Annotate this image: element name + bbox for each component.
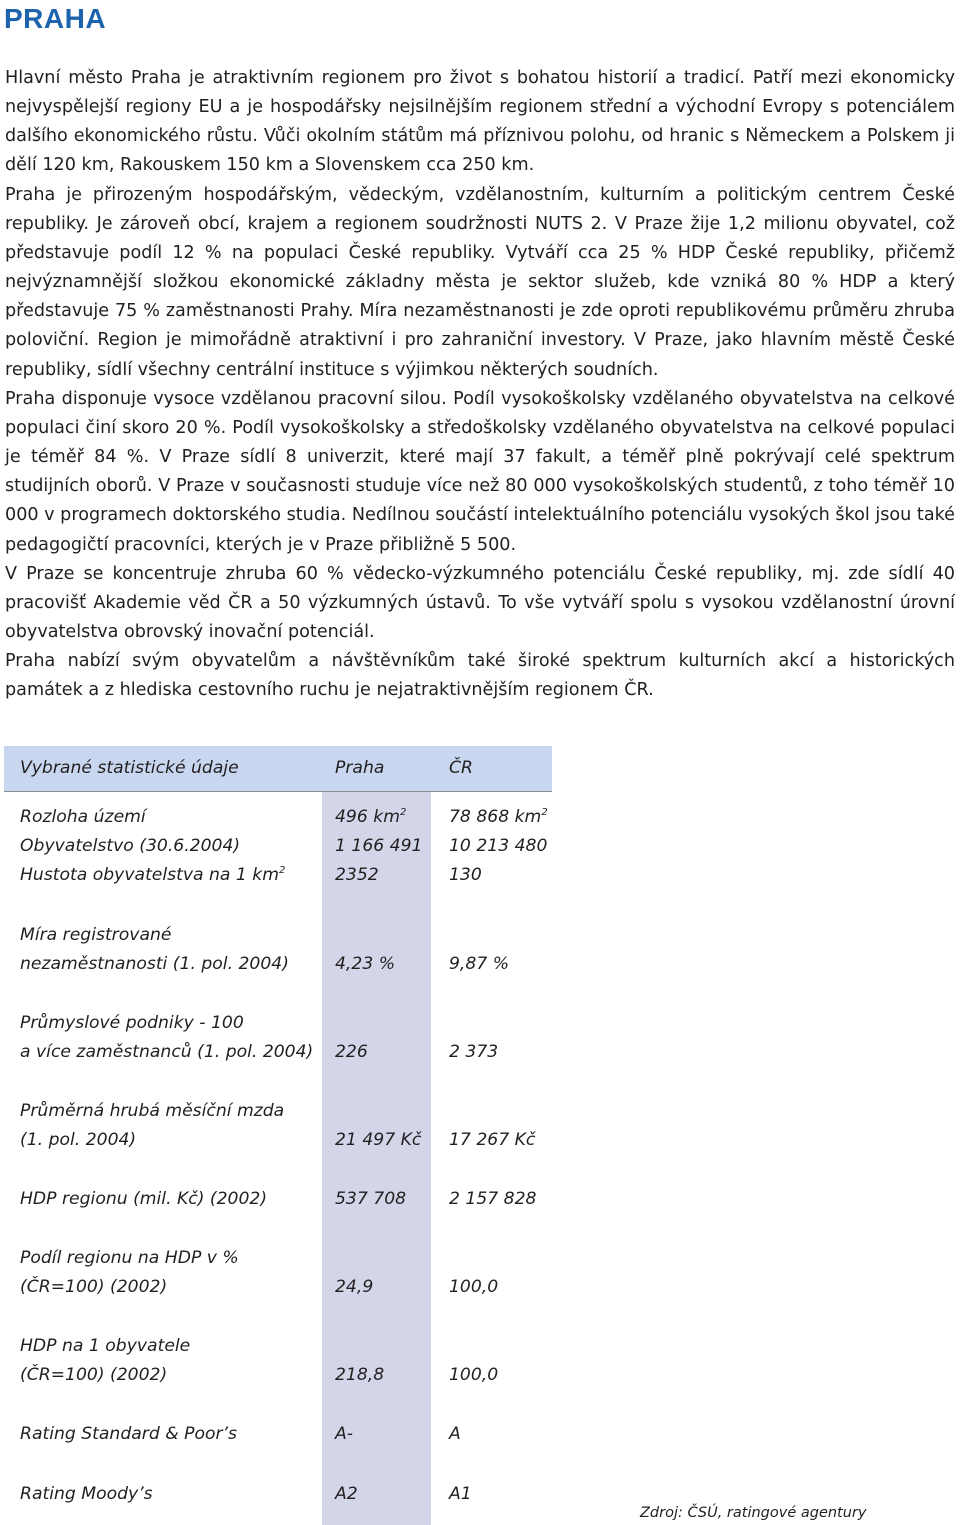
- value-praha-unemployment: 4,23 %: [335, 954, 396, 974]
- value-praha-industry: 226: [335, 1042, 368, 1062]
- value-cr-wage: 17 267 Kč: [449, 1130, 536, 1150]
- row-label-unemployment-line1: Míra registrované: [20, 925, 172, 945]
- source-note: Zdroj: ČSÚ, ratingové agentury: [640, 1505, 867, 1521]
- row-label-gdp-share-line2: (ČR=100) (2002): [20, 1277, 168, 1297]
- row-label-population: Obyvatelstvo (30.6.2004): [20, 836, 241, 856]
- value-cr-unemployment: 9,87 %: [449, 954, 510, 974]
- value-cr-gdp: 2 157 828: [449, 1189, 537, 1209]
- value-praha-rating-moodys: A2: [335, 1484, 358, 1504]
- row-label-gdp-per-capita-line1: HDP na 1 obyvatele: [20, 1336, 191, 1356]
- table-header-rule: [4, 791, 552, 792]
- row-label-gdp: HDP regionu (mil. Kč) (2002): [20, 1189, 268, 1209]
- value-cr-gdp-share: 100,0: [449, 1277, 499, 1297]
- value-praha-population: 1 166 491: [335, 836, 423, 856]
- page-title: PRAHA: [4, 3, 107, 34]
- value-cr-population: 10 213 480: [449, 836, 548, 856]
- paragraph: Hlavní město Praha je atraktivním regionem pro život s bohatou historií a tradicí. Patří mezi ekonomicky nejvyspělejší regiony EU a je hospodářsky nejsilnějším regionem střední a východní Evropy s potenciálem dalšího ekonomického růstu. Vůči okolním státům má příznivou polohu, od hranic s Německem a Polskem ji dělí 120 km, Rakouskem 150 km a Slovenskem cca 250 km.: [5, 68, 955, 176]
- paragraph: V Praze se koncentruje zhruba 60 % vědecko-výzkumného potenciálu České republiky, mj. zde sídlí 40 pracovišť Akademie věd ČR a 50 výzkumných ústavů. To vše vytváří spolu s vysokou vzdělanostní úrovní obyvatelstva obrovský inovační potenciál.: [5, 563, 955, 642]
- body-text: [5, 64, 955, 705]
- paragraph: Praha je přirozeným hospodářským, vědeckým, vzdělanostním, kulturním a politickým centrem České republiky. Je zároveň obcí, krajem a regionem soudržnosti NUTS 2. V Praze žije 1,2 milionu obyvatel, což představuje podíl 12 % na populaci České republiky. Vytváří cca 25 % HDP České republiky, přičemž nejvýznamnější složkou ekonomické základny města je sektor služeb, kde vzniká 80 % HDP a který představuje 75 % zaměstnanosti Prahy. Míra nezaměstnanosti je zde oproti republikovému průměru zhruba poloviční. Region je mimořádně atraktivní i pro zahraniční investory. V Praze, jako hlavním městě České republiky, sídlí všechny centrální instituce s výjimkou některých soudních.: [5, 184, 955, 380]
- praha-column-band: [322, 792, 431, 1525]
- value-praha-gdp: 537 708: [335, 1189, 407, 1209]
- value-cr-area: 78 868 $km^2$: [449, 807, 548, 827]
- row-label-industry-line2: a více zaměstnanců (1. pol. 2004): [20, 1042, 314, 1062]
- value-praha-density: 2352: [335, 865, 379, 885]
- row-label-industry-line1: Průmyslové podniky - 100: [20, 1013, 244, 1033]
- value-cr-rating-moodys: A1: [449, 1484, 472, 1504]
- paragraph: Praha disponuje vysoce vzdělanou pracovní silou. Podíl vysokoškolsky vzdělaného obyvatelstva na celkové populaci činí skoro 20 %. Podíl vysokoškolsky a středoškolsky vzdělaného obyvatelstva na celkové populaci je téměř 84 %. V Praze sídlí 8 univerzit, které mají 37 fakult, a téměř plně pokrývají celé spektrum studijních oborů. V Praze v současnosti studuje více než 80 000 vysokoškolských studentů, z toho téměř 10 000 v programech doktorského studia. Nedílnou součástí intelektuálního potenciálu vysokých škol jsou také pedagogičtí pracovníci, kterých je v Praze přibližně 5 500.: [5, 388, 955, 555]
- value-praha-gdp-share: 24,9: [335, 1277, 374, 1297]
- row-label-gdp-per-capita-line2: (ČR=100) (2002): [20, 1365, 168, 1385]
- table-header-cr: ČR: [449, 758, 473, 778]
- value-cr-gdp-per-capita: 100,0: [449, 1365, 499, 1385]
- value-cr-rating-sp: A: [449, 1424, 461, 1444]
- statistics-table: [4, 746, 552, 1525]
- value-praha-area: 496 $km^2$: [335, 807, 407, 827]
- value-cr-industry: 2 373: [449, 1042, 499, 1062]
- value-cr-density: 130: [449, 865, 482, 885]
- row-label-gdp-share-line1: Podíl regionu na HDP v %: [20, 1248, 239, 1268]
- paragraph: Praha nabízí svým obyvatelům a návštěvníkům také široké spektrum kulturních akcí a historických památek a z hlediska cestovního ruchu je nejatraktivnějším regionem ČR.: [5, 651, 955, 701]
- row-label-unemployment-line2: nezaměstnanosti (1. pol. 2004): [20, 954, 289, 974]
- row-label-density: Hustota obyvatelstva na 1 $km^2$: [20, 865, 286, 885]
- value-praha-rating-sp: A-: [335, 1424, 353, 1444]
- row-label-rating-sp: Rating Standard & Poor’s: [20, 1424, 237, 1444]
- row-label-area: Rozloha území: [20, 807, 146, 827]
- row-label-rating-moodys: Rating Moody’s: [20, 1484, 153, 1504]
- value-praha-gdp-per-capita: 218,8: [335, 1365, 385, 1385]
- table-header-label: Vybrané statistické údaje: [20, 758, 239, 778]
- value-praha-wage: 21 497 Kč: [335, 1130, 422, 1150]
- row-label-wage-line2: (1. pol. 2004): [20, 1130, 137, 1150]
- table-header-praha: Praha: [335, 758, 385, 778]
- row-label-wage-line1: Průměrná hrubá měsíční mzda: [20, 1101, 285, 1121]
